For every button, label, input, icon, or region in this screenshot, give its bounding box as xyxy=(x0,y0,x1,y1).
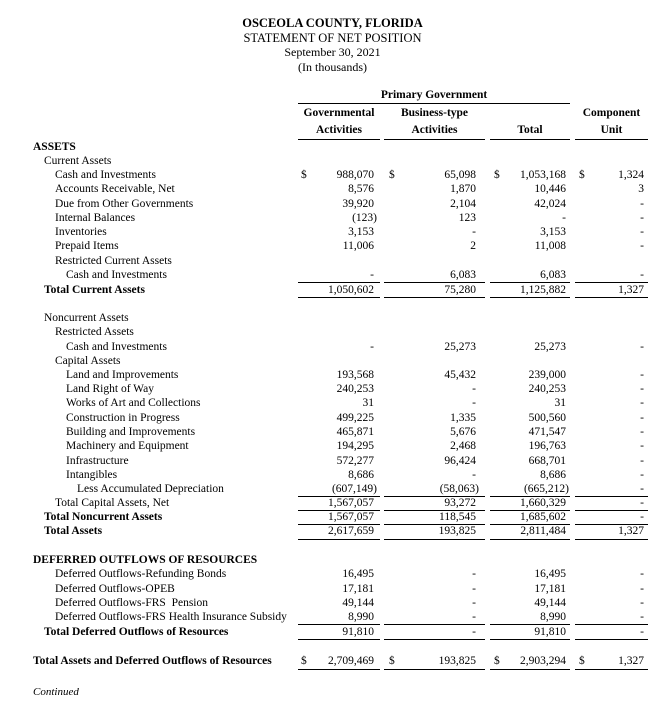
table-row xyxy=(0,340,665,354)
component-value: - xyxy=(640,212,644,224)
row-label: Restricted Current Assets xyxy=(55,255,172,267)
total-value: 196,763 xyxy=(528,440,566,452)
business-value: 96,424 xyxy=(444,455,476,467)
governmental-value: 31 xyxy=(362,397,374,409)
governmental-value: 1,567,057 xyxy=(328,497,374,509)
business-value: 1,335 xyxy=(450,412,476,424)
row-label: Land and Improvements xyxy=(66,369,179,381)
governmental-value: 17,181 xyxy=(342,583,374,595)
governmental-header-line2: Activities xyxy=(316,124,362,136)
table-row xyxy=(0,596,665,610)
total-value: 42,024 xyxy=(534,198,566,210)
governmental-value: 572,277 xyxy=(336,455,374,467)
total-value: 3,153 xyxy=(540,226,566,238)
total-row-deferred-outflows xyxy=(0,625,665,639)
total-row-assets xyxy=(0,524,665,538)
total-value: (665,212) xyxy=(523,483,569,495)
total-value: 1,660,329 xyxy=(520,497,566,509)
row-label: Accounts Receivable, Net xyxy=(55,183,175,195)
governmental-value: 2,709,469 xyxy=(328,655,374,667)
total-value: 31 xyxy=(554,397,566,409)
component-value: - xyxy=(640,383,644,395)
governmental-value: 193,568 xyxy=(336,369,374,381)
business-value: 2,468 xyxy=(450,440,476,452)
row-label: Cash and Investments xyxy=(66,341,167,353)
table-row xyxy=(0,411,665,425)
total-value: - xyxy=(562,212,566,224)
total-value: 6,083 xyxy=(540,269,566,281)
total-rule xyxy=(384,297,485,298)
governmental-value: 11,006 xyxy=(342,240,374,252)
total-rule xyxy=(490,639,570,640)
continued-label: Continued xyxy=(33,686,79,698)
table-row xyxy=(0,239,665,253)
component-value: - xyxy=(640,369,644,381)
row-label: Prepaid Items xyxy=(55,240,119,252)
component-value: 3 xyxy=(638,183,644,195)
row-label: Restricted Assets xyxy=(55,326,134,338)
total-rule xyxy=(298,297,380,298)
total-value: 1,685,602 xyxy=(520,511,566,523)
table-row xyxy=(0,225,665,239)
business-value: 6,083 xyxy=(450,269,476,281)
business-value: 65,098 xyxy=(444,169,476,181)
business-value: 193,825 xyxy=(438,655,476,667)
business-header-line1: Business-type xyxy=(400,107,469,119)
business-value: 193,825 xyxy=(438,525,476,537)
governmental-value: 8,686 xyxy=(348,469,374,481)
business-value: - xyxy=(472,469,476,481)
total-row-capital-assets xyxy=(0,496,665,510)
row-label: Machinery and Equipment xyxy=(66,440,189,452)
row-label: ASSETS xyxy=(33,141,76,153)
business-value: (58,063) xyxy=(439,483,479,495)
governmental-value: 194,295 xyxy=(336,440,374,452)
governmental-value: - xyxy=(370,341,374,353)
total-value: 49,144 xyxy=(534,597,566,609)
total-rule xyxy=(384,539,485,540)
table-row xyxy=(0,268,665,282)
row-label: Works of Art and Collections xyxy=(66,397,201,409)
dollar-sign: $ xyxy=(494,169,500,181)
grand-total-row xyxy=(0,654,665,668)
total-header: Total xyxy=(517,124,543,136)
table-row xyxy=(0,368,665,382)
governmental-value: 465,871 xyxy=(336,426,374,438)
component-header-line1: Component xyxy=(582,107,641,119)
row-label: Total Current Assets xyxy=(44,284,145,296)
component-value: - xyxy=(640,426,644,438)
table-row xyxy=(0,610,665,624)
table-row xyxy=(0,454,665,468)
group-capital-assets xyxy=(0,354,665,368)
dollar-sign: $ xyxy=(579,169,585,181)
total-rule xyxy=(298,539,380,540)
row-label: Infrastructure xyxy=(66,455,129,467)
table-row xyxy=(0,582,665,596)
group-noncurrent-assets xyxy=(0,311,665,325)
total-value: 668,701 xyxy=(528,455,566,467)
row-label: Internal Balances xyxy=(55,212,136,224)
total-value: 8,990 xyxy=(540,611,566,623)
business-value: - xyxy=(472,583,476,595)
primary-government-header: Primary Government xyxy=(380,89,488,101)
group-restricted-current-assets xyxy=(0,254,665,268)
row-label: Total Noncurrent Assets xyxy=(44,511,163,523)
row-label: Inventories xyxy=(55,226,107,238)
dollar-sign: $ xyxy=(389,655,395,667)
total-rule xyxy=(490,297,570,298)
row-label: Deferred Outflows-FRS Pension xyxy=(55,597,208,609)
total-rule xyxy=(575,639,648,640)
dollar-sign: $ xyxy=(301,169,307,181)
statement-header xyxy=(0,16,665,74)
component-value: 1,327 xyxy=(618,525,644,537)
table-row xyxy=(0,396,665,410)
governmental-value: 988,070 xyxy=(336,169,374,181)
component-value: 1,324 xyxy=(618,169,644,181)
table-row xyxy=(0,439,665,453)
component-header-line2: Unit xyxy=(600,124,623,136)
dollar-sign: $ xyxy=(301,655,307,667)
primary-government-underline xyxy=(298,103,570,104)
total-value: 239,000 xyxy=(528,369,566,381)
row-label: Total Assets and Deferred Outflows of Resources xyxy=(33,655,272,667)
business-value: - xyxy=(472,226,476,238)
business-value: - xyxy=(472,397,476,409)
component-value: - xyxy=(640,455,644,467)
governmental-value: 49,144 xyxy=(342,597,374,609)
component-value: - xyxy=(640,568,644,580)
component-value: - xyxy=(640,469,644,481)
component-value: 1,327 xyxy=(618,284,644,296)
component-value: - xyxy=(640,611,644,623)
group-current-assets xyxy=(0,154,665,168)
statement-title: STATEMENT OF NET POSITION xyxy=(243,30,422,45)
governmental-value: 16,495 xyxy=(342,568,374,580)
governmental-value: - xyxy=(370,269,374,281)
business-value: 75,280 xyxy=(444,284,476,296)
governmental-value: 2,617,659 xyxy=(328,525,374,537)
total-rule xyxy=(575,297,648,298)
component-value: - xyxy=(640,583,644,595)
component-value: - xyxy=(640,483,644,495)
total-value: 1,053,168 xyxy=(520,169,566,181)
row-label: Building and Improvements xyxy=(66,426,196,438)
total-value: 1,125,882 xyxy=(520,284,566,296)
total-row-current-assets xyxy=(0,283,665,297)
row-label: Current Assets xyxy=(44,155,112,167)
row-label: Less Accumulated Depreciation xyxy=(77,483,224,495)
grand-total-rule xyxy=(384,669,485,670)
continued-note xyxy=(0,685,665,699)
total-value: 500,560 xyxy=(528,412,566,424)
business-value: 118,545 xyxy=(439,511,476,523)
business-value: 1,870 xyxy=(450,183,476,195)
dollar-sign: $ xyxy=(389,169,395,181)
units-note: (In thousands) xyxy=(298,59,367,74)
total-value: 2,903,294 xyxy=(520,655,566,667)
row-label: Total Capital Assets, Net xyxy=(55,497,170,509)
row-label: Deferred Outflows-OPEB xyxy=(55,583,175,595)
total-value: 471,547 xyxy=(528,426,566,438)
component-value: - xyxy=(640,511,644,523)
component-value: 1,327 xyxy=(618,655,644,667)
business-value: - xyxy=(472,626,476,638)
dollar-sign: $ xyxy=(494,655,500,667)
governmental-value: 1,050,602 xyxy=(328,284,374,296)
governmental-value: 3,153 xyxy=(348,226,374,238)
governmental-value: 8,576 xyxy=(348,183,374,195)
row-label: Intangibles xyxy=(66,469,118,481)
row-label: Cash and Investments xyxy=(66,269,167,281)
section-assets xyxy=(0,140,665,154)
business-value: 25,273 xyxy=(444,341,476,353)
total-value: 10,446 xyxy=(534,183,566,195)
row-label: Deferred Outflows-FRS Health Insurance Subsidy xyxy=(55,611,287,623)
section-deferred-outflows xyxy=(0,553,665,567)
grand-total-rule xyxy=(298,669,380,670)
component-value: - xyxy=(640,412,644,424)
component-value: - xyxy=(640,626,644,638)
row-label: Capital Assets xyxy=(55,355,121,367)
row-label: Total Deferred Outflows of Resources xyxy=(44,626,229,638)
row-label: Due from Other Governments xyxy=(55,198,194,210)
component-value: - xyxy=(640,226,644,238)
table-row xyxy=(0,168,665,182)
row-label: Land Right of Way xyxy=(66,383,154,395)
governmental-header-line1: Governmental xyxy=(303,107,375,119)
business-value: 45,432 xyxy=(444,369,476,381)
business-value: 2 xyxy=(470,240,476,252)
total-value: 11,008 xyxy=(534,240,566,252)
total-value: 16,495 xyxy=(534,568,566,580)
governmental-value: (123) xyxy=(352,212,377,224)
table-row xyxy=(0,211,665,225)
statement-date: September 30, 2021 xyxy=(284,45,381,59)
row-label: Deferred Outflows-Refunding Bonds xyxy=(55,568,227,580)
total-rule xyxy=(490,539,570,540)
table-row xyxy=(0,197,665,211)
row-label: DEFERRED OUTFLOWS OF RESOURCES xyxy=(33,554,258,566)
business-value: - xyxy=(472,611,476,623)
component-value: - xyxy=(640,497,644,509)
governmental-value: 240,253 xyxy=(336,383,374,395)
entity-name: OSCEOLA COUNTY, FLORIDA xyxy=(242,16,423,30)
total-rule xyxy=(384,639,485,640)
total-row-noncurrent-assets xyxy=(0,510,665,524)
governmental-value: 39,920 xyxy=(342,198,374,210)
table-row xyxy=(0,382,665,396)
total-value: 25,273 xyxy=(534,341,566,353)
component-value: - xyxy=(640,397,644,409)
business-value: 2,104 xyxy=(450,198,476,210)
governmental-value: (607,149) xyxy=(331,483,377,495)
dollar-sign: $ xyxy=(579,655,585,667)
business-value: 5,676 xyxy=(450,426,476,438)
component-value: - xyxy=(640,597,644,609)
business-value: 123 xyxy=(458,212,476,224)
total-value: 240,253 xyxy=(528,383,566,395)
grand-total-rule xyxy=(490,669,570,670)
total-rule xyxy=(575,539,648,540)
table-row xyxy=(0,425,665,439)
group-restricted-assets xyxy=(0,325,665,339)
table-row xyxy=(0,468,665,482)
component-value: - xyxy=(640,240,644,252)
business-header-line2: Activities xyxy=(411,124,458,136)
table-row xyxy=(0,182,665,196)
component-value: - xyxy=(640,198,644,210)
business-value: 93,272 xyxy=(444,497,476,509)
row-label: Total Assets xyxy=(44,525,103,537)
governmental-value: 1,567,057 xyxy=(328,511,374,523)
component-value: - xyxy=(640,269,644,281)
business-value: - xyxy=(472,568,476,580)
row-label: Noncurrent Assets xyxy=(44,312,129,324)
total-rule xyxy=(298,639,380,640)
table-row xyxy=(0,482,665,496)
component-value: - xyxy=(640,341,644,353)
total-value: 17,181 xyxy=(534,583,566,595)
governmental-value: 91,810 xyxy=(342,626,374,638)
business-value: - xyxy=(472,383,476,395)
row-label: Construction in Progress xyxy=(66,412,180,424)
governmental-value: 8,990 xyxy=(348,611,374,623)
table-row xyxy=(0,567,665,581)
business-value: - xyxy=(472,597,476,609)
grand-total-rule xyxy=(575,669,648,670)
governmental-value: 499,225 xyxy=(336,412,374,424)
component-value: - xyxy=(640,440,644,452)
total-value: 8,686 xyxy=(540,469,566,481)
row-label: Cash and Investments xyxy=(55,169,156,181)
total-value: 91,810 xyxy=(534,626,566,638)
total-value: 2,811,484 xyxy=(520,525,566,537)
